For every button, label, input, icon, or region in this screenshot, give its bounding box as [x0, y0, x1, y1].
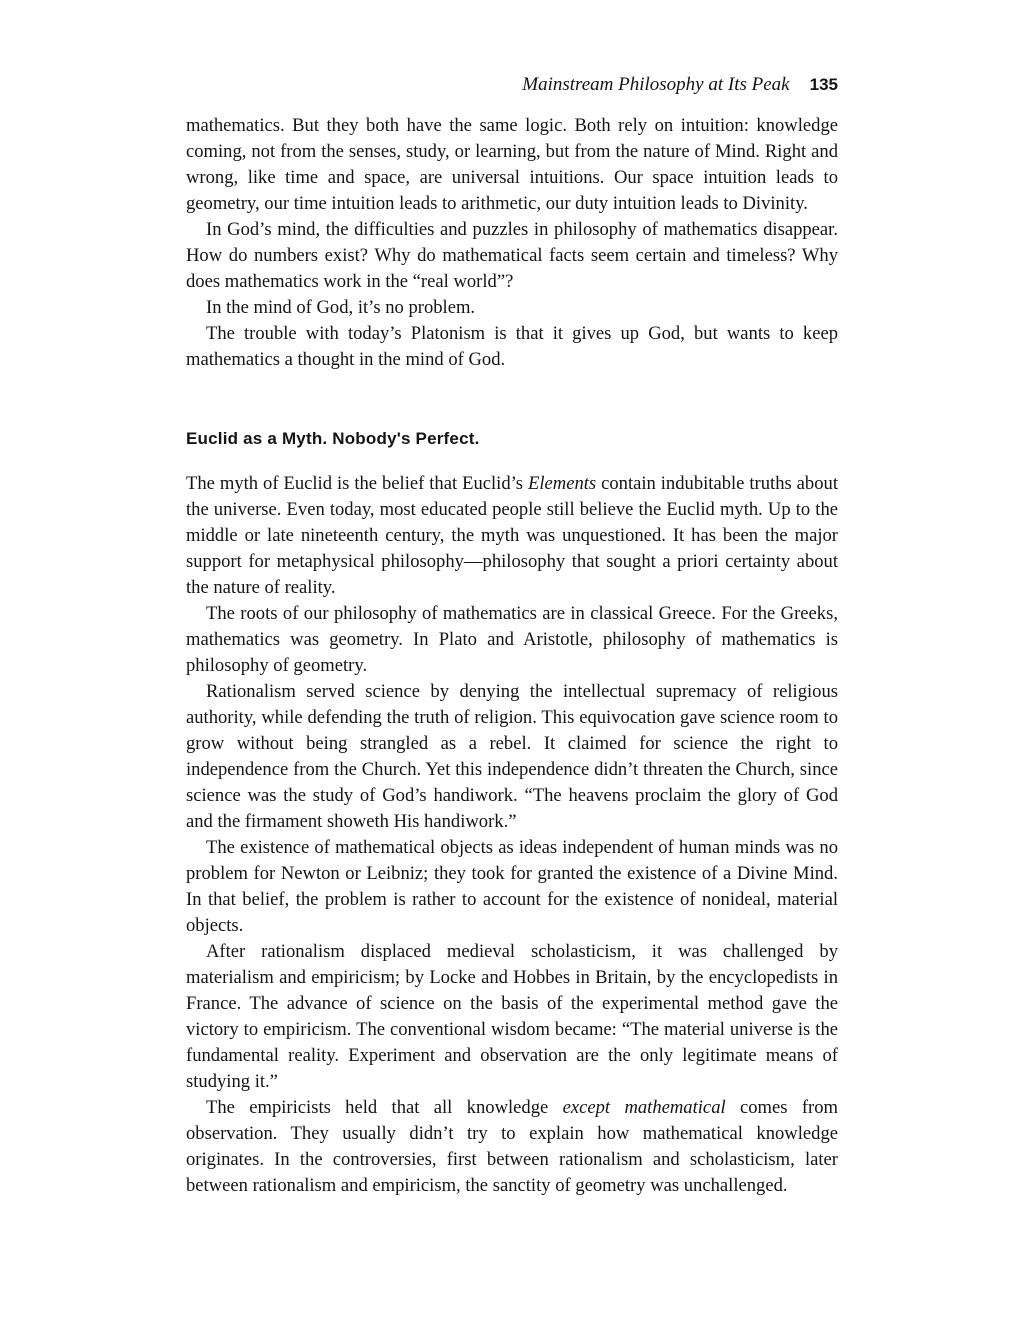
paragraph: In God’s mind, the difficulties and puzzles in philosophy of mathematics disappear. How do numbers exist? Why do mathematical facts seem certain and timeless? Why does mathematics work in the “real world”? — [186, 219, 838, 292]
section-first-paragraph — [186, 471, 838, 601]
text-run: contain indubitable truths about the universe. Even today, most educated people still believe the Euclid myth. Up to the middle or late nineteenth century, the myth was unquestioned. It has been the major support for metaphysical philosophy—philosophy that sought a priori certainty about the nature of reality. — [186, 473, 838, 598]
paragraph: In the mind of God, it’s no problem. — [206, 297, 476, 318]
paragraph — [186, 1095, 838, 1199]
body-text — [186, 113, 838, 1199]
running-title: Mainstream Philosophy at Its Peak — [522, 74, 790, 95]
emphasis-text: Elements — [527, 473, 597, 494]
text-run: comes from observation. They usually didn’t try to explain how mathematical knowledge originates. In the controversies, first between rationalism and scholasticism, later between rationalism and empiricism, the sanctity of geometry was unchallenged. — [186, 1097, 838, 1196]
paragraph: The trouble with today’s Platonism is that it gives up God, but wants to keep mathematics a thought in the mind of God. — [186, 323, 838, 370]
paragraph: Rationalism served science by denying the intellectual supremacy of religious authority, while defending the truth of religion. This equivocation gave science room to grow without being strangled as a rebel. It claimed for science the right to independence from the Church. Yet this independence didn’t threaten the Church, since science was the study of God’s handiwork. “The heavens proclaim the glory of God and the firmament showeth His handiwork.” — [186, 681, 838, 832]
paragraph-continued: mathematics. But they both have the same logic. Both rely on intuition: knowledge coming, not from the senses, study, or learning, but from the nature of Mind. Right and wrong, like time and space, are universal intuitions. Our space intuition leads to geometry, our time intuition leads to arithmetic, our duty intuition leads to Divinity. — [186, 115, 838, 214]
section-heading: Euclid as a Myth. Nobody's Perfect. — [186, 429, 480, 448]
text-run: The empiricists held that all knowledge — [206, 1097, 563, 1118]
paragraph: The existence of mathematical objects as ideas independent of human minds was no problem for Newton or Leibniz; they took for granted the existence of a Divine Mind. In that belief, the problem is rather to account for the existence of nonideal, material objects. — [186, 837, 838, 936]
paragraph: The roots of our philosophy of mathematics are in classical Greece. For the Greeks, mathematics was geometry. In Plato and Aristotle, philosophy of mathematics is philosophy of geometry. — [186, 603, 838, 676]
page-number: 135 — [809, 75, 838, 94]
book-page — [186, 0, 838, 1320]
page-header — [186, 74, 838, 98]
text-run: The myth of Euclid is the belief that Euclid’s — [186, 473, 528, 494]
emphasis-text: except mathematical — [562, 1097, 726, 1118]
paragraph: After rationalism displaced medieval scholasticism, it was challenged by materialism and empiricism; by Locke and Hobbes in Britain, by the encyclopedists in France. The advance of science on the basis of the experimental method gave the victory to empiricism. The conventional wisdom became: “The material universe is the fundamental reality. Experiment and observation are the only legitimate means of studying it.” — [186, 941, 838, 1092]
